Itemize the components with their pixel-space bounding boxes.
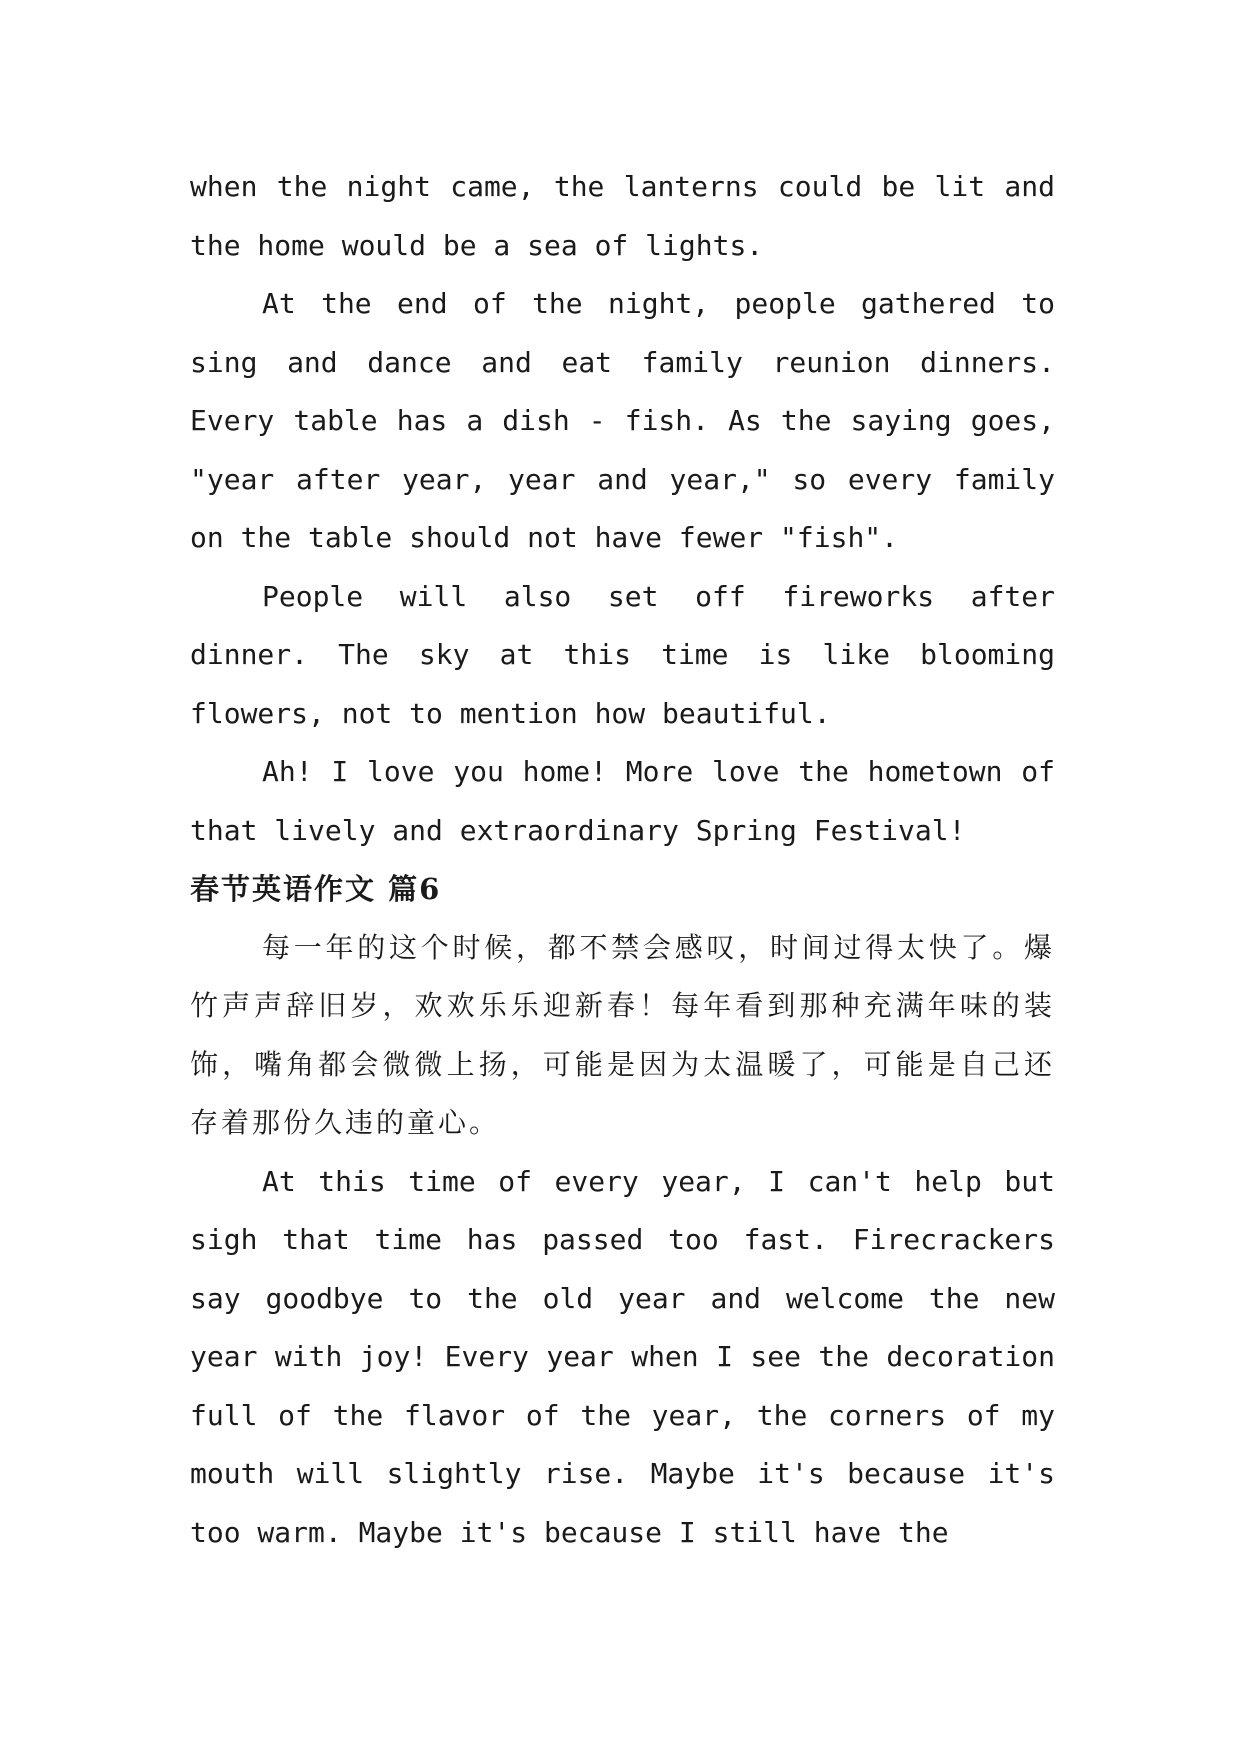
paragraph-lanterns: when the night came, the lanterns could be lit and the home would be a sea of lights.	[190, 170, 1055, 262]
paragraph-chinese: 每一年的这个时候，都不禁会感叹，时间过得太快了。爆竹声声辞旧岁，欢欢乐乐迎新春！每年看到那种充满年味的装饰，嘴角都会微微上扬，可能是因为太温暖了，可能是自己还存着那份久违的童心。	[190, 930, 1055, 1139]
document-page	[190, 158, 1055, 1562]
paragraph-fireworks: People will also set off fireworks after dinner. The sky at this time is like blooming flowers, not to mention how beautiful.	[190, 579, 1055, 730]
section-heading: 春节英语作文 篇6	[190, 872, 442, 906]
paragraph-love-home: Ah! I love you home! More love the hometown of that lively and extraordinary Spring Festival!	[190, 755, 1055, 847]
paragraph-english: At this time of every year, I can't help but sigh that time has passed too fast. Firecrackers say goodbye to the old year and welcome the new year with joy! Every year when I see the decoration full of the flavor of the year, the corners of my mouth will slightly rise. Maybe it's because it's too warm. Maybe it's because I still have the	[190, 1164, 1055, 1549]
paragraph-reunion-dinner: At the end of the night, people gathered to sing and dance and eat family reunion dinners. Every table has a dish - fish. As the saying goes, "year after year, year and year," so every family on the table should not have fewer "fish".	[190, 287, 1055, 554]
